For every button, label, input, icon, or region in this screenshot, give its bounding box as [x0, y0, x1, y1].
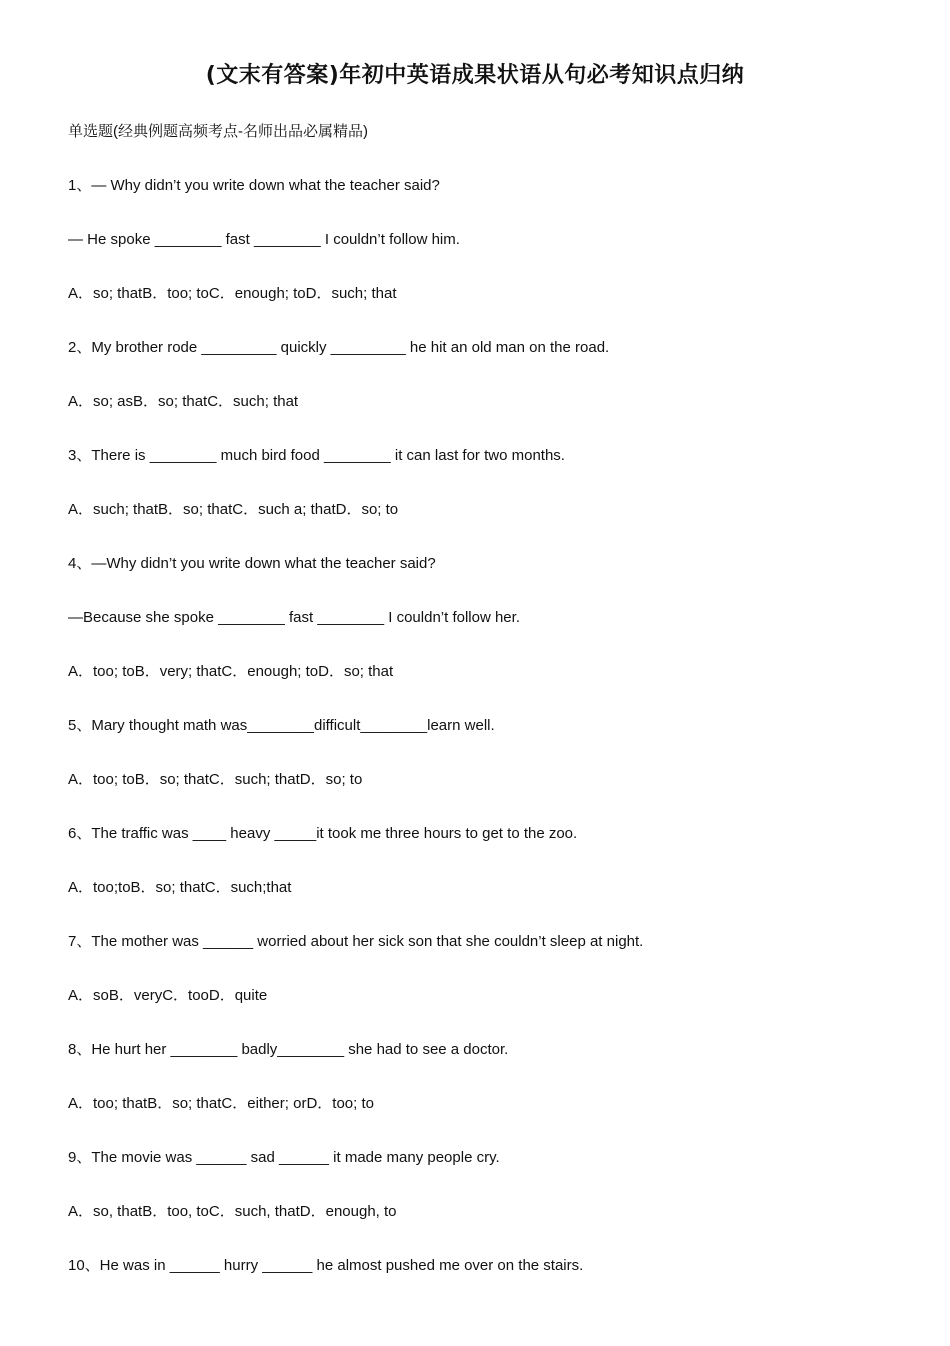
question-4-stem: 4、—Why didn’t you write down what the teacher said? [68, 555, 436, 572]
question-list [68, 120, 888, 1308]
question-1-options: A．so; thatB．too; toC．enough; toD．such; that [68, 285, 397, 302]
question-5-options: A．too; toB．so; thatC．such; thatD．so; to [68, 771, 363, 788]
question-8-stem: 8、He hurt her ________ badly________ she had to see a doctor. [68, 1041, 509, 1058]
question-4-reply: —Because she spoke ________ fast ________ I couldn’t follow her. [68, 609, 520, 626]
question-6-stem: 6、The traffic was ____ heavy _____it took me three hours to get to the zoo. [68, 825, 578, 842]
question-7-stem: 7、The mother was ______ worried about her sick son that she couldn’t sleep at night. [68, 933, 644, 950]
document-title: (文末有答案)年初中英语成果状语从句必考知识点归纳 [205, 63, 745, 88]
question-2-stem: 2、My brother rode _________ quickly _________ he hit an old man on the road. [68, 339, 610, 356]
question-3-options: A．such; thatB．so; thatC．such a; thatD．so; to [68, 501, 399, 518]
question-10-stem: 10、He was in ______ hurry ______ he almost pushed me over on the stairs. [68, 1257, 584, 1274]
question-9-stem: 9、The movie was ______ sad ______ it made many people cry. [68, 1149, 500, 1166]
question-5-stem: 5、Mary thought math was________difficult________learn well. [68, 717, 495, 734]
question-6-options: A．too;toB．so; thatC．such;that [68, 879, 292, 896]
question-9-options: A．so, thatB．too, toC．such, thatD．enough, to [68, 1203, 397, 1220]
question-3-stem: 3、There is ________ much bird food ________ it can last for two months. [68, 447, 565, 464]
question-4-options: A．too; toB．very; thatC．enough; toD．so; that [68, 663, 394, 680]
question-1-reply: — He spoke ________ fast ________ I couldn’t follow him. [68, 231, 460, 248]
question-2-options: A．so; asB．so; thatC．such; that [68, 393, 299, 410]
question-7-options: A．soB．veryC．tooD．quite [68, 987, 268, 1004]
question-1-stem: 1、— Why didn’t you write down what the teacher said? [68, 177, 440, 194]
section-heading: 单选题(经典例题高频考点-名师出品必属精品) [68, 123, 368, 140]
question-8-options: A．too; thatB．so; thatC．either; orD．too; to [68, 1095, 374, 1112]
